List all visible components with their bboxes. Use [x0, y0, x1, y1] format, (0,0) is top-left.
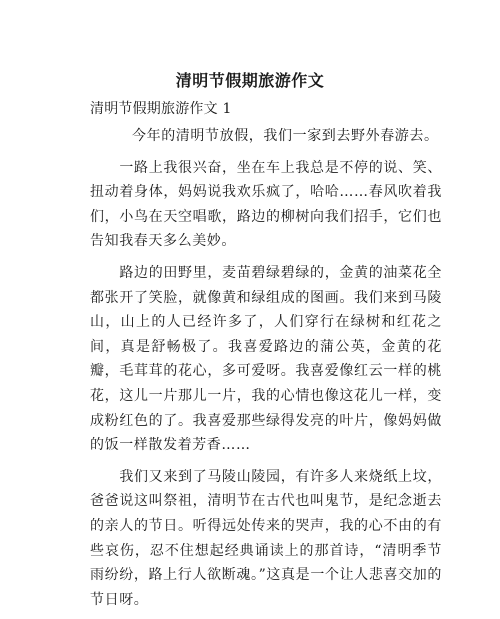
- paragraph-2: 一路上我很兴奋，坐在车上我总是不停的说、笑、扭动着身体，妈妈说我欢乐疯了，哈哈……春风吹着我们，小鸟在天空唱歌，路边的柳树向我们招手，它们也告知我春天多么美妙。: [90, 159, 442, 250]
- paragraph-4: 我们又来到了马陵山陵园，有许多人来烧纸上坟，爸爸说这叫祭祖，清明节在古代也叫鬼节，是纪念逝去的亲人的节日。听得远处传来的哭声，我的心不由的有些哀伤，忍不住想起经典诵读上的那首诗，“清明季节雨纷纷，路上行人欲断魂。”这真是一个让人悲喜交加的节日呀。: [90, 468, 442, 608]
- paragraph-1: 今年的清明节放假，我们一家到去野外春游去。: [132, 128, 439, 144]
- document-body: [90, 124, 442, 619]
- paragraph-3: 路边的田野里，麦苗碧绿碧绿的，金黄的油菜花全都张开了笑脸，就像黄和绿组成的图画。我们来到马陵山，山上的人已经许多了，人们穿行在绿树和红花之间，真是舒畅极了。我喜爱路边的蒲公英，金黄的花瓣，毛茸茸的花心，多可爱呀。我喜爱像红云一样的桃花，这儿一片那儿一片，我的心情也像这花儿一样，变成粉红色的了。我喜爱那些绿得发亮的叶片，像妈妈做的饭一样散发着芳香……: [90, 264, 442, 454]
- document-title: 清明节假期旅游作文: [175, 71, 325, 90]
- document-subtitle: 清明节假期旅游作文 1: [90, 101, 232, 117]
